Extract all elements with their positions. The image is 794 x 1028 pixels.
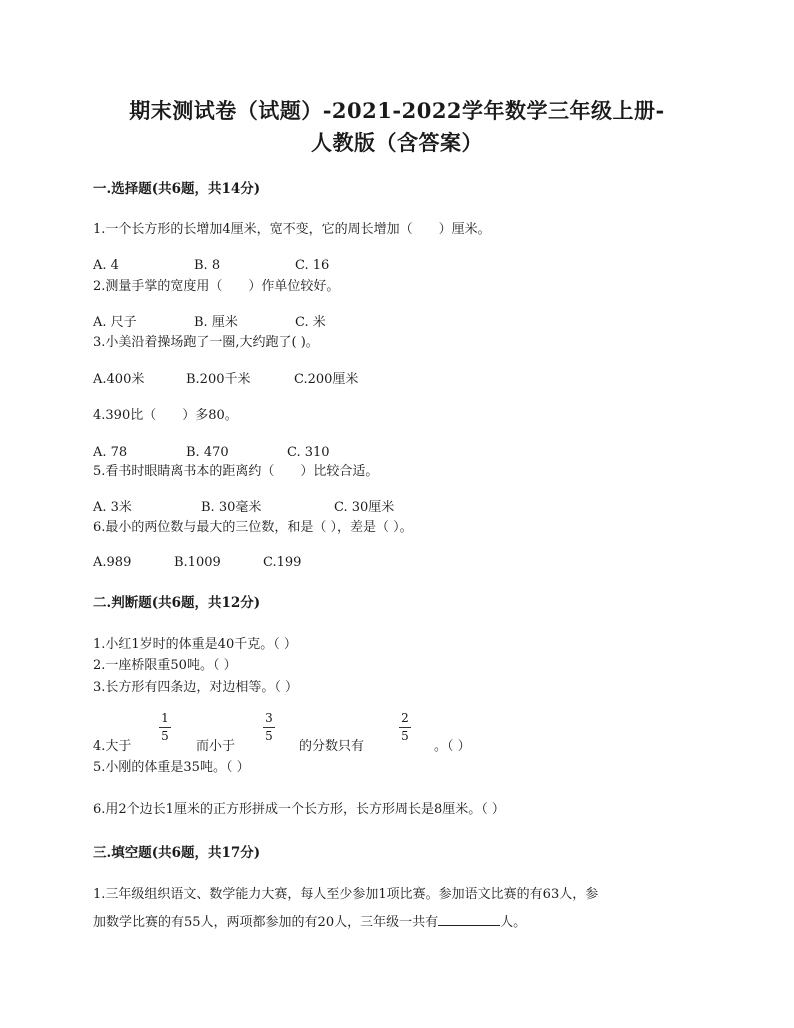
s1-q4-option-b: B. 470 <box>186 445 229 460</box>
s1-q5-option-a: A. 3米 <box>93 500 132 515</box>
s1-q1-text: 1.一个长方形的长增加4厘米，宽不变，它的周长增加（ ）厘米。 <box>93 222 491 237</box>
s1-q3-option-a: A.400米 <box>93 372 145 387</box>
fraction-numerator: 2 <box>401 711 409 725</box>
fraction-bar <box>263 727 275 728</box>
s2-q4-part4: 。（ ） <box>434 739 471 754</box>
fraction-numerator: 3 <box>265 711 273 725</box>
fraction-bar <box>399 727 411 728</box>
s1-q2-option-b: B. 厘米 <box>194 315 238 330</box>
s2-q4-part3: 的分数只有 <box>299 739 365 754</box>
s2-q4-part1: 4.大于 <box>93 739 132 754</box>
s1-q6-option-a: A.989 <box>93 555 132 570</box>
s3-q1-line-2-text: 加数学比赛的有55人，两项都参加的有20人，三年级一共有 <box>93 915 439 930</box>
s1-q2-option-c: C. 米 <box>295 315 326 330</box>
s1-q2-option-a: A. 尺子 <box>93 315 137 330</box>
s1-q5-option-c: C. 30厘米 <box>334 500 395 515</box>
title-line-1: 期末测试卷（试题）-2021-2022学年数学三年级上册- <box>129 98 665 123</box>
s1-q6-option-b: B.1009 <box>174 555 221 570</box>
fraction-two-fifths <box>398 712 412 743</box>
fraction-denominator: 5 <box>265 729 273 743</box>
s1-q4-option-a: A. 78 <box>93 445 128 460</box>
s1-q6-text: 6.最小的两位数与最大的三位数，和是（ ），差是（ ）。 <box>93 520 413 535</box>
s3-q1-line-2 <box>93 913 526 931</box>
fraction-three-fifths <box>262 712 276 743</box>
fraction-bar <box>159 727 171 728</box>
s2-q2-text: 2.一座桥限重50吨。（ ） <box>93 658 237 673</box>
s1-q4-option-c: C. 310 <box>287 445 330 460</box>
fraction-denominator: 5 <box>401 729 409 743</box>
title-line-2: 人教版（含答案） <box>311 130 483 155</box>
s3-q1-line-2-suffix: 人。 <box>500 915 527 930</box>
s1-q2-text: 2.测量手掌的宽度用（ ）作单位较好。 <box>93 279 340 294</box>
answer-blank[interactable] <box>438 913 500 926</box>
s1-q1-option-b: B. 8 <box>194 258 221 273</box>
s3-q1-line-1: 1.三年级组织语文、数学能力大赛，每人至少参加1项比赛。参加语文比赛的有63人，参 <box>93 887 599 902</box>
s1-q5-text: 5.看书时眼睛离书本的距离约（ ）比较合适。 <box>93 464 379 479</box>
s1-q6-option-c: C.199 <box>263 555 302 570</box>
s1-q1-option-c: C. 16 <box>295 258 330 273</box>
s1-q4-text: 4.390比（ ）多80。 <box>93 408 238 423</box>
fraction-numerator: 1 <box>161 711 169 725</box>
s2-q5-text: 5.小刚的体重是35吨。（ ） <box>93 760 250 775</box>
s1-q3-option-b: B.200千米 <box>186 372 251 387</box>
fraction-denominator: 5 <box>161 729 169 743</box>
s1-q3-option-c: C.200厘米 <box>294 372 359 387</box>
fraction-one-fifth <box>158 712 172 743</box>
s1-q5-option-b: B. 30毫米 <box>201 500 262 515</box>
s2-q3-text: 3.长方形有四条边，对边相等。（ ） <box>93 680 299 695</box>
section-2-heading: 二.判断题(共6题，共12分) <box>93 595 261 611</box>
section-3-heading: 三.填空题(共6题，共17分) <box>93 845 261 861</box>
s2-q4-part2: 而小于 <box>196 739 236 754</box>
s1-q3-text: 3.小美沿着操场跑了一圈,大约跑了( )。 <box>93 335 319 350</box>
section-1-heading: 一.选择题(共6题，共14分) <box>93 181 261 197</box>
s2-q6-text: 6.用2个边长1厘米的正方形拼成一个长方形，长方形周长是8厘米。（ ） <box>93 802 505 817</box>
s2-q1-text: 1.小红1岁时的体重是40千克。（ ） <box>93 637 297 652</box>
s1-q1-option-a: A. 4 <box>93 258 119 273</box>
